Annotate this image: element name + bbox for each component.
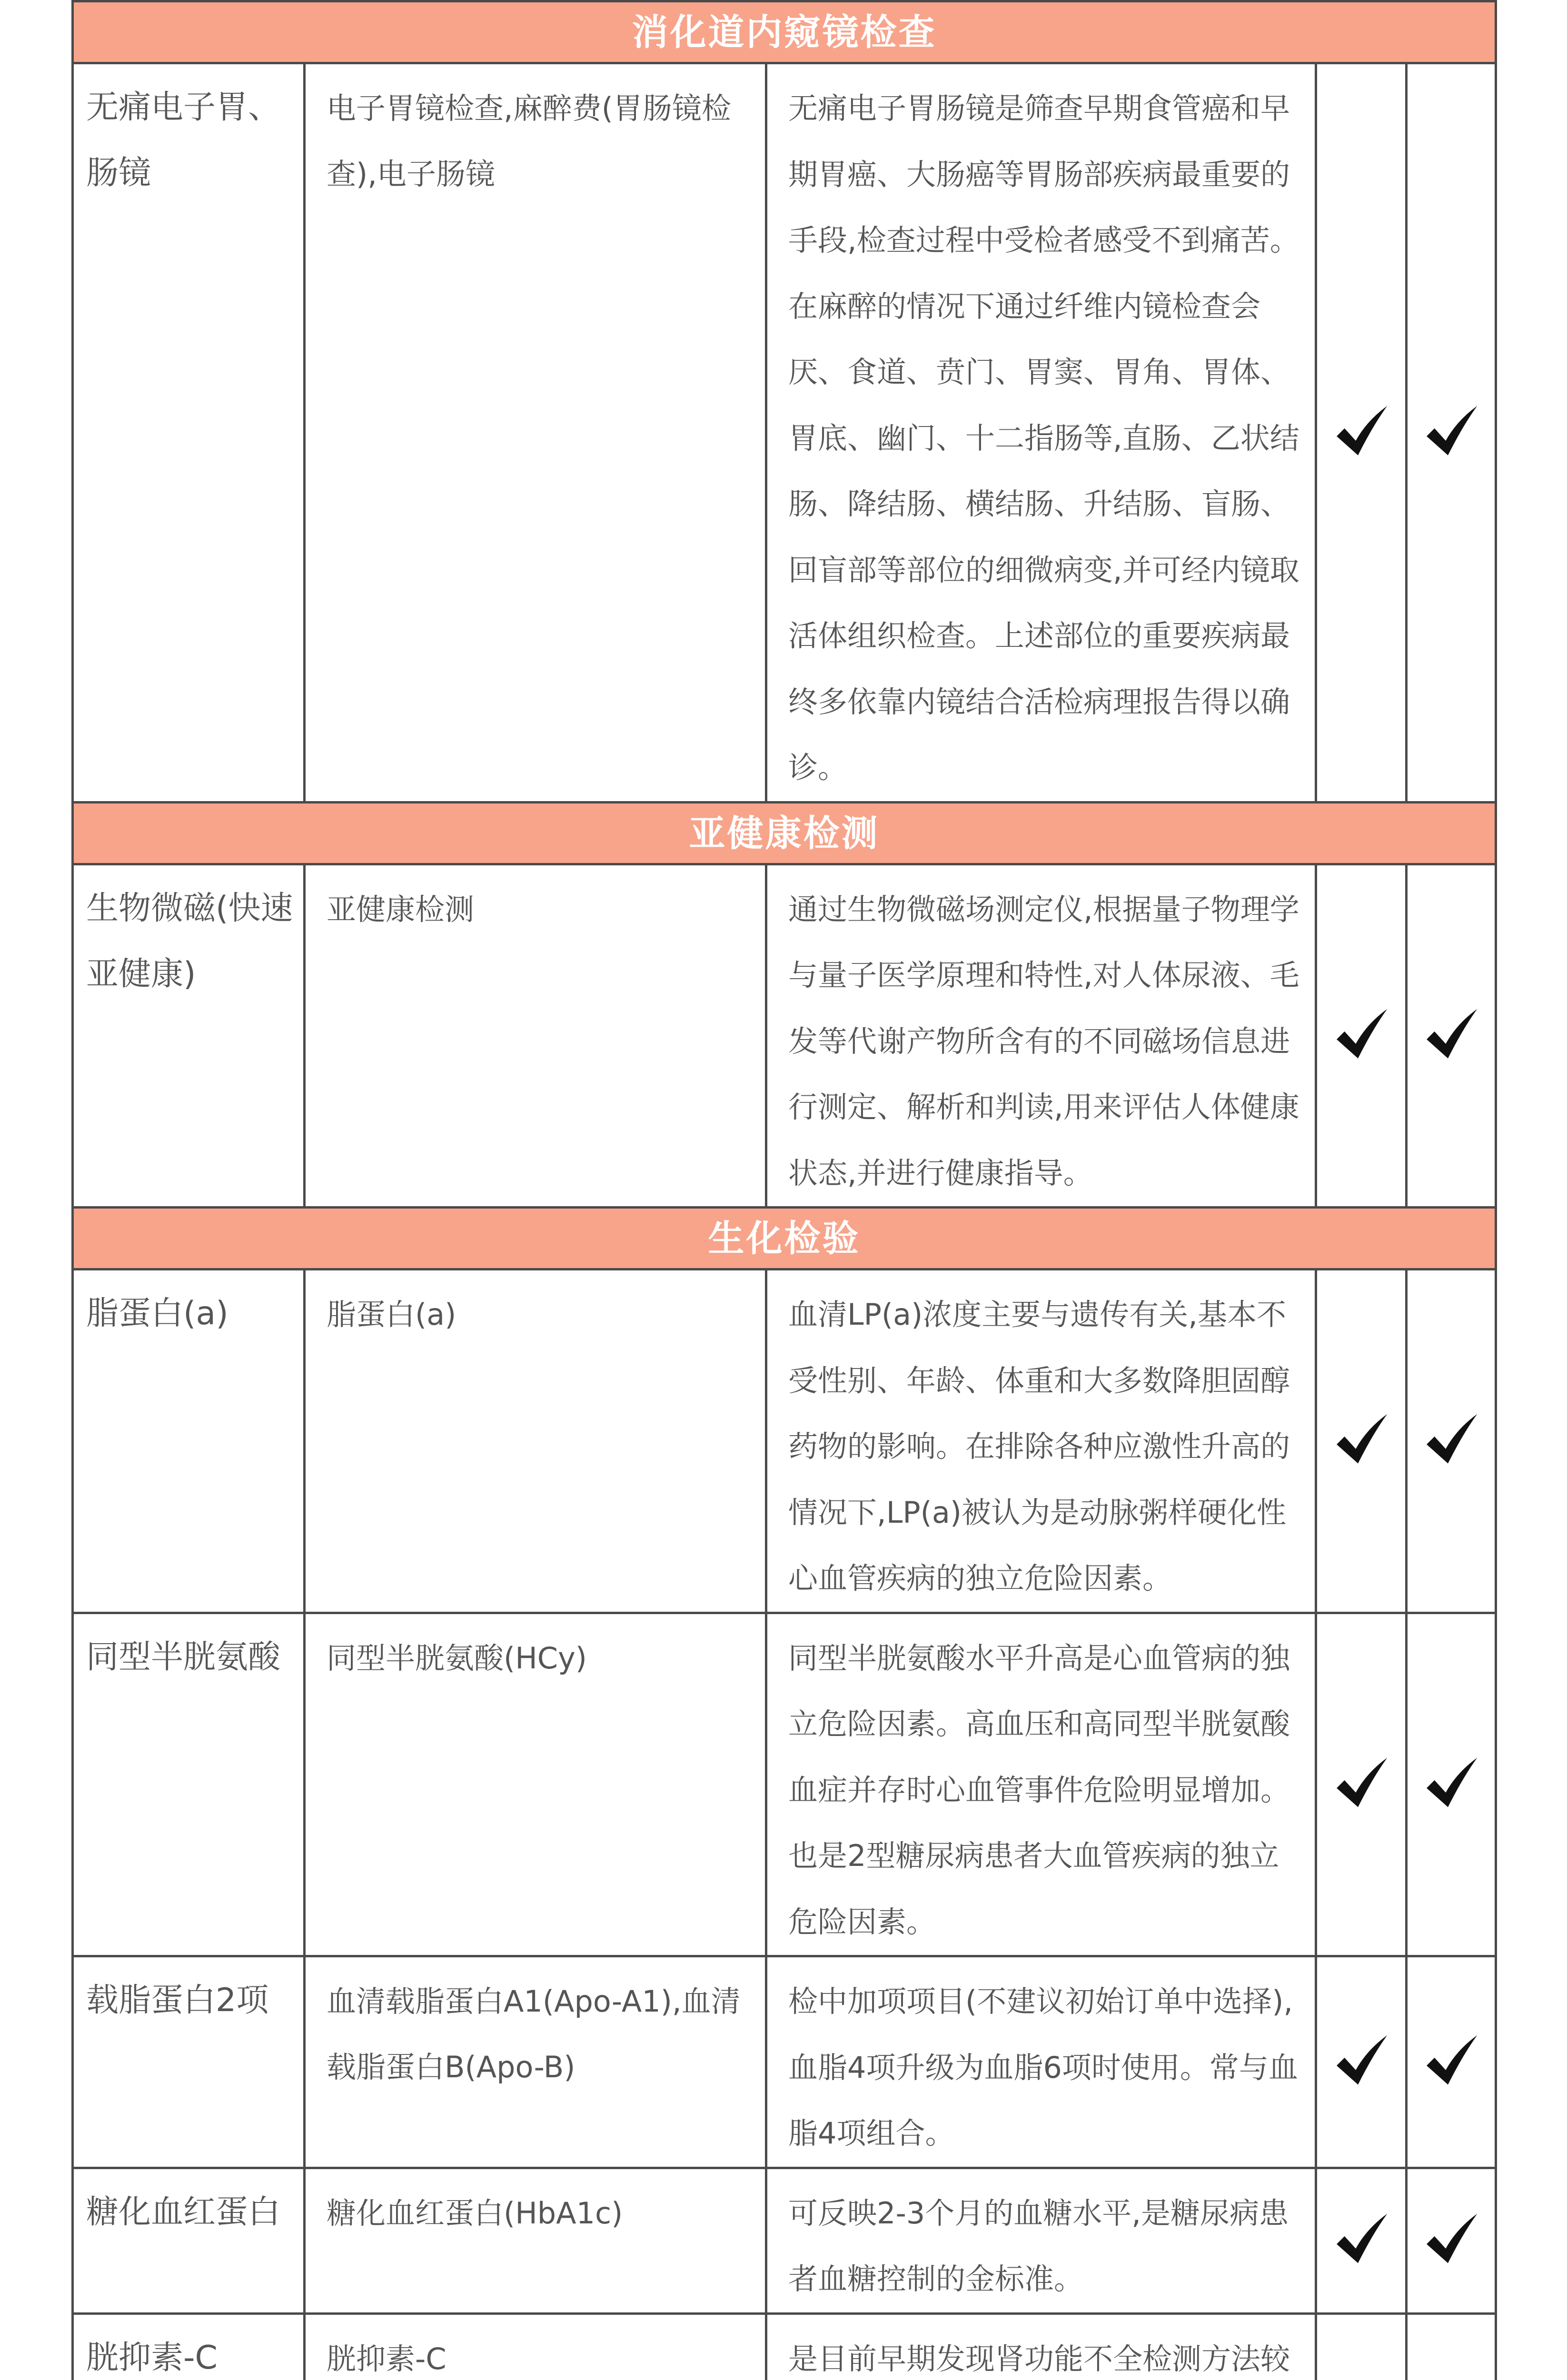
check-cell-a [1316,63,1407,803]
package-table [71,0,1495,2380]
check-mark-icon [1333,404,1389,460]
row-name-cell [73,1956,305,2168]
item-contents: 胱抑素-C [327,2341,446,2376]
row-name-cell [73,1269,305,1613]
check-mark-icon [1423,404,1479,460]
check-cell-a [1316,2313,1407,2380]
table-row [73,63,1496,803]
row-name-cell [73,2313,305,2380]
item-name: 脂蛋白(a) [86,1295,228,1332]
check-mark-icon [1333,2033,1389,2089]
table-row [73,1613,1496,1956]
item-contents: 亚健康检测 [327,892,475,927]
check-mark-icon [1423,1007,1479,1063]
check-cell-a [1316,2168,1407,2313]
item-name: 糖化血红蛋白 [86,2193,281,2231]
item-description: 通过生物微磁场测定仪,根据量子物理学与量子医学原理和特性,对人体尿液、毛发等代谢产物所含有的不同磁场信息进行测定、解析和判读,用来评估人体健康状态,并进行健康指导。 [788,892,1299,1190]
row-desc-cell [766,2168,1316,2313]
row-name-cell [73,63,305,803]
row-items-cell [305,2168,766,2313]
item-description: 可反映2-3个月的血糖水平,是糖尿病患者血糖控制的金标准。 [788,2195,1289,2296]
section-header-subhealth [73,802,1496,864]
section-header-biochem [73,1208,1496,1269]
item-name: 载脂蛋白2项 [86,1982,269,2019]
row-name-cell [73,864,305,1208]
row-items-cell [305,864,766,1208]
row-items-cell [305,63,766,803]
item-description: 同型半胱氨酸水平升高是心血管病的独立危险因素。高血压和高同型半胱氨酸血症并存时心血管事件危险明显增加。也是2型糖尿病患者大血管疾病的独立危险因素。 [788,1640,1290,1939]
check-cell-b [1407,1956,1496,2168]
check-mark-icon [1423,1412,1479,1468]
item-name: 同型半胱氨酸 [86,1638,281,1676]
item-contents: 糖化血红蛋白(HbA1c) [327,2195,623,2231]
table-row [73,864,1496,1208]
check-mark-icon [1333,1755,1389,1812]
item-contents: 血清载脂蛋白A1(Apo-A1),血清载脂蛋白B(Apo-B) [327,1984,741,2084]
check-cell-a [1316,1613,1407,1956]
check-cell-a [1316,1956,1407,2168]
row-items-cell [305,2313,766,2380]
row-desc-cell [766,63,1316,803]
check-cell-a [1316,1269,1407,1613]
check-cell-b [1407,1269,1496,1613]
row-name-cell [73,1613,305,1956]
row-name-cell [73,2168,305,2313]
item-description: 检中加项项目(不建议初始订单中选择),血脂4项升级为血脂6项时使用。常与血脂4项组合。 [788,1984,1298,2151]
item-name: 胱抑素-C [86,2339,218,2377]
item-description: 血清LP(a)浓度主要与遗传有关,基本不受性别、年龄、体重和大多数降胆固醇药物的影响。在排除各种应激性升高的情况下,LP(a)被认为是动脉粥样硬化性心血管疾病的独立危险因素。 [788,1297,1290,1596]
row-items-cell [305,1269,766,1613]
row-desc-cell [766,1613,1316,1956]
check-cell-a [1316,864,1407,1208]
section-title: 生化检验 [73,1208,1496,1269]
item-contents: 同型半胱氨酸(HCy) [327,1640,587,1676]
row-desc-cell [766,864,1316,1208]
section-header-digestive [73,1,1496,63]
table-row [73,2168,1496,2313]
check-mark-icon [1423,2033,1479,2089]
item-name: 生物微磁(快速亚健康) [86,889,293,993]
table-row [73,1956,1496,2168]
row-desc-cell [766,2313,1316,2380]
table-row [73,1269,1496,1613]
check-cell-b [1407,63,1496,803]
item-description: 无痛电子胃肠镜是筛查早期食管癌和早期胃癌、大肠癌等胃肠部疾病最重要的手段,检查过程中受检者感受不到痛苦。在麻醉的情况下通过纤维内镜检查会厌、食道、贲门、胃窦、胃角、胃体、胃底、幽门、十二指肠等,直肠、乙状结肠、降结肠、横结肠、升结肠、盲肠、回盲部等部位的细微病变,并可经内镜取活体组织检查。上述部位的重要疾病最终多依靠内镜结合活检病理报告得以确诊。 [788,91,1299,785]
item-contents: 脂蛋白(a) [327,1297,456,1332]
check-cell-b [1407,1613,1496,1956]
row-desc-cell [766,1269,1316,1613]
item-name: 无痛电子胃、肠镜 [86,89,281,192]
check-cell-b [1407,2313,1496,2380]
check-mark-icon [1333,1412,1389,1468]
check-mark-icon [1333,1007,1389,1063]
check-cell-b [1407,2168,1496,2313]
check-mark-icon [1333,2211,1389,2268]
item-contents: 电子胃镜检查,麻醉费(胃肠镜检查),电子肠镜 [327,91,731,191]
section-title: 亚健康检测 [73,802,1496,864]
check-mark-icon [1423,2211,1479,2268]
row-items-cell [305,1613,766,1956]
item-description: 是目前早期发现肾功能不全检测方法较 [788,2341,1290,2376]
check-mark-icon [1423,1755,1479,1812]
row-desc-cell [766,1956,1316,2168]
row-items-cell [305,1956,766,2168]
check-cell-b [1407,864,1496,1208]
table-row [73,2313,1496,2380]
section-title: 消化道内窥镜检查 [73,1,1496,63]
